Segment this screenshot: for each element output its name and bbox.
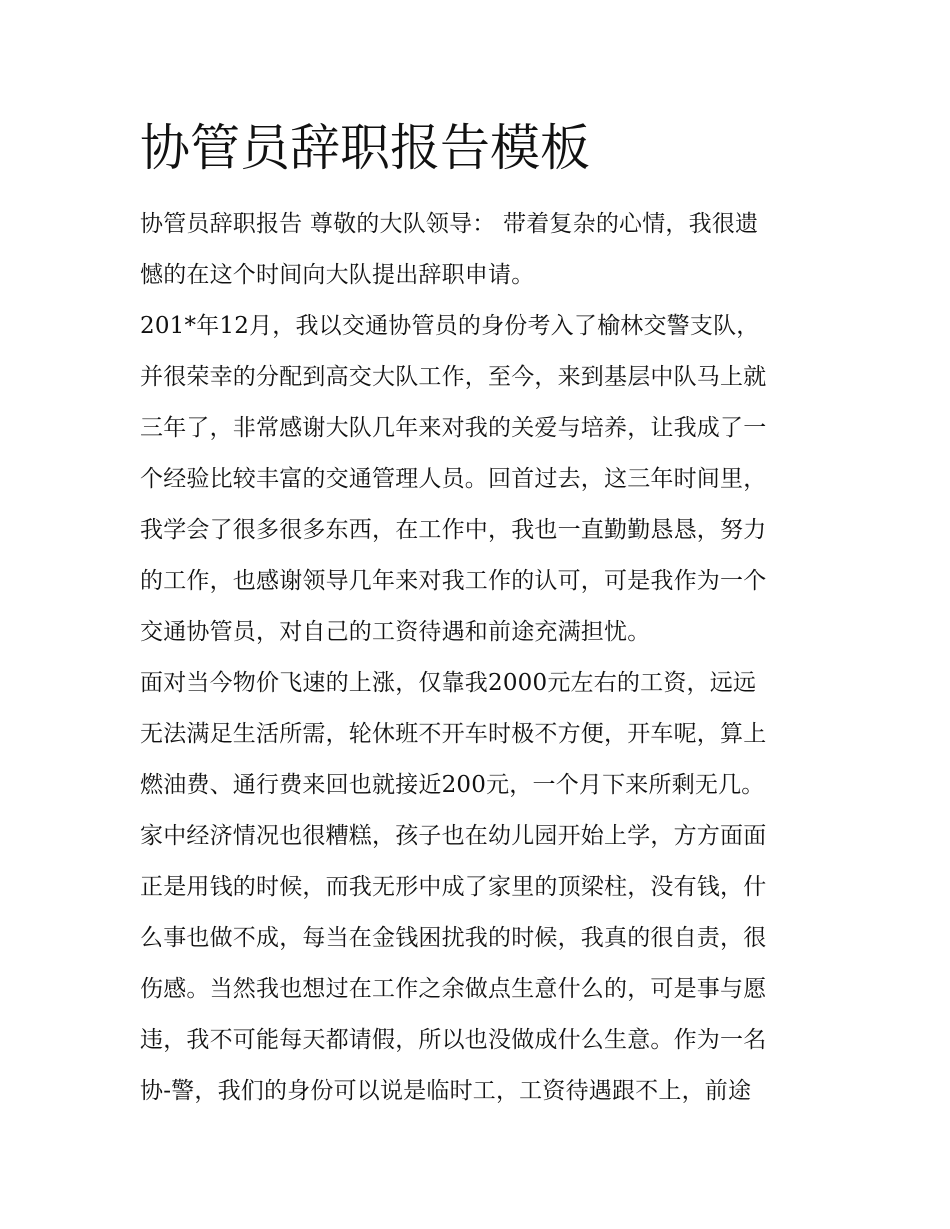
body-line: 违，我不可能每天都请假，所以也没做成什么生意。作为一名 [140,1027,767,1053]
body-line: 的工作，也感谢领导几年来对我工作的认可，可是我作为一个 [140,568,767,594]
body-line: 伤感。当然我也想过在工作之余做点生意什么的，可是事与愿 [140,976,767,1002]
body-line: 我学会了很多很多东西，在工作中，我也一直勤勤恳恳，努力 [140,517,767,543]
body-line: 燃油费、通行费来回也就接近200元，一个月下来所剩无几。 [140,772,765,798]
body-line: 无法满足生活所需，轮休班不开车时极不方便，开车呢，算上 [140,721,767,747]
body-line: 协-警，我们的身份可以说是临时工，工资待遇跟不上，前途 [140,1078,752,1104]
document-body [140,199,840,1117]
body-line: 并很荣幸的分配到高交大队工作，至今，来到基层中队马上就 [140,364,767,390]
document-title: 协管员辞职报告模板 [140,119,590,177]
body-line: 正是用钱的时候，而我无形中成了家里的顶梁柱，没有钱，什 [140,874,767,900]
body-line: 家中经济情况也很糟糕，孩子也在幼儿园开始上学，方方面面 [140,823,767,849]
body-line: 交通协管员，对自己的工资待遇和前途充满担忧。 [140,619,651,645]
body-line: 201*年12月，我以交通协管员的身份考入了榆林交警支队， [140,313,760,339]
body-line: 憾的在这个时间向大队提出辞职申请。 [140,262,535,288]
body-line: 三年了，非常感谢大队几年来对我的关爱与培养，让我成了一 [140,415,767,441]
body-line: 协管员辞职报告 尊敬的大队领导： 带着复杂的心情，我很遗 [140,211,759,237]
body-line: 面对当今物价飞速的上涨，仅靠我2000元左右的工资，远远 [140,670,757,696]
body-line: 个经验比较丰富的交通管理人员。回首过去，这三年时间里， [140,466,767,492]
body-line: 么事也做不成，每当在金钱困扰我的时候，我真的很自责，很 [140,925,767,951]
